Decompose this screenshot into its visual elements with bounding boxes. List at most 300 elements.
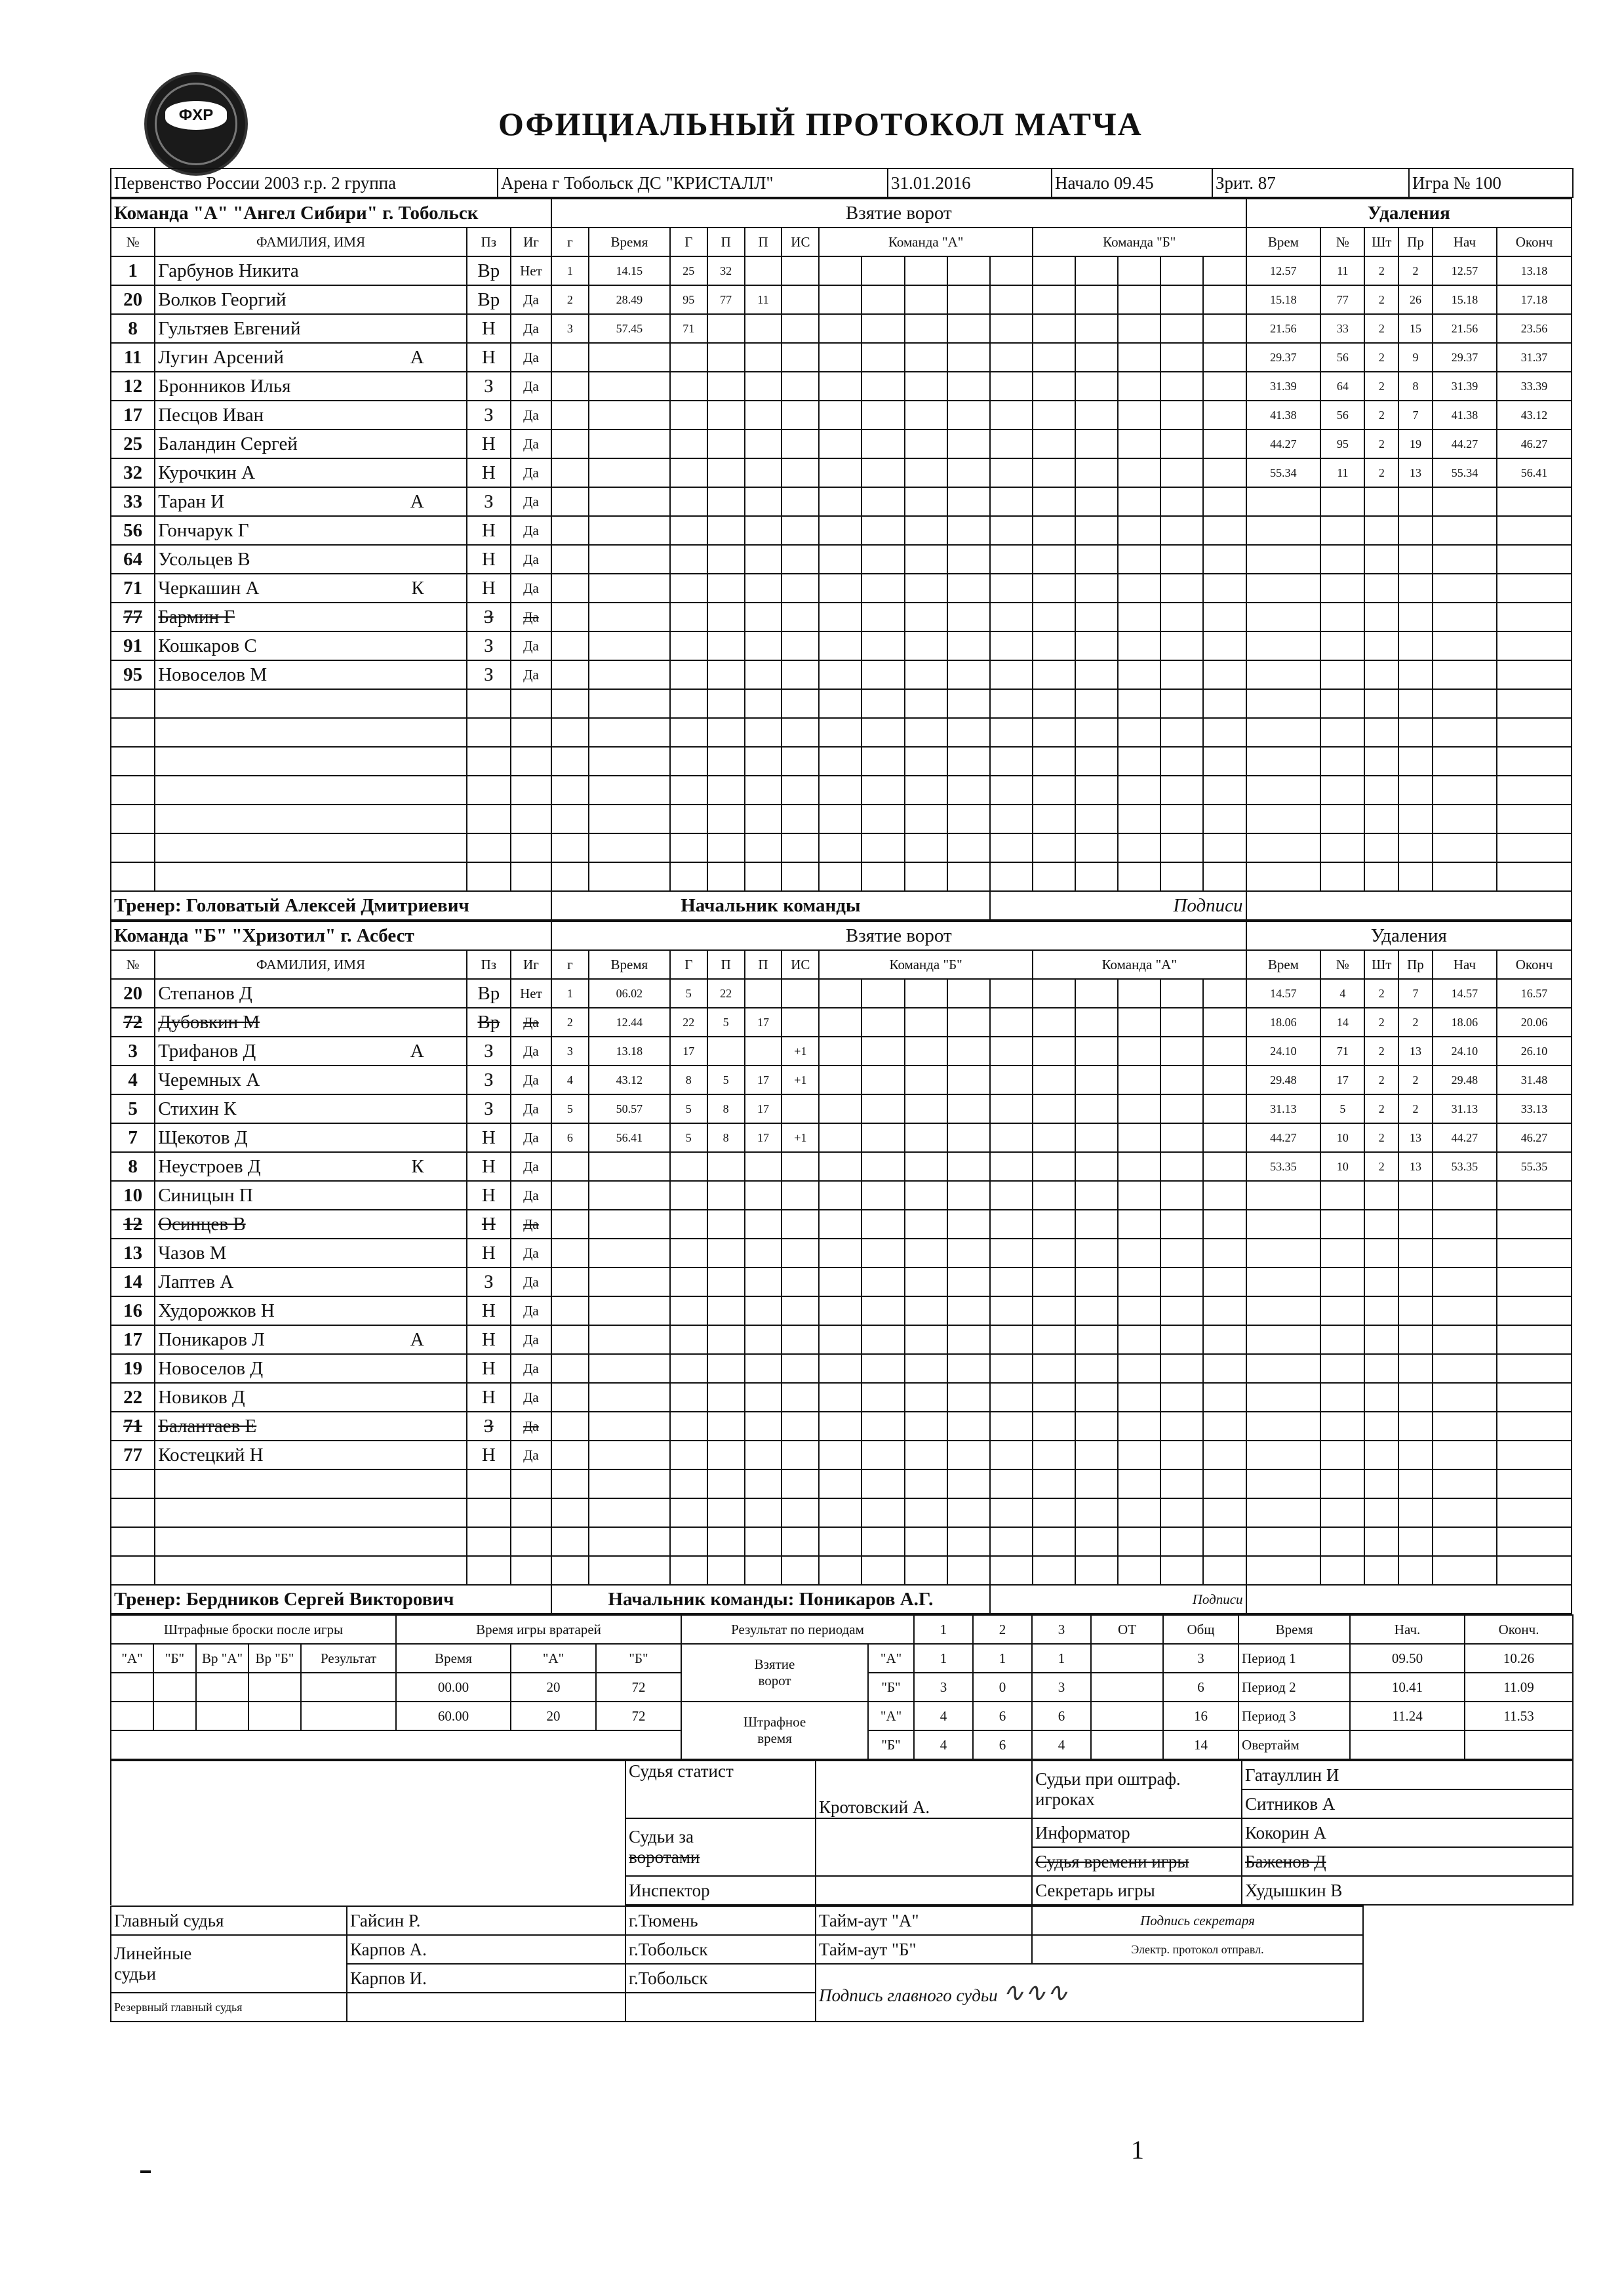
secretary-label: Секретарь игры (1032, 1876, 1242, 1905)
penalty-minutes: 2 (1364, 1094, 1398, 1123)
goal-time: 06.02 (589, 979, 670, 1008)
onice-cell (990, 718, 1033, 747)
goal-strength (782, 631, 819, 660)
penalty-minutes: 2 (1364, 979, 1398, 1008)
timekeeper: Баженов Д (1242, 1847, 1573, 1876)
onice-cell (1203, 574, 1246, 603)
col-goal-time: Время (589, 228, 670, 256)
shootout-col-gk-b: Вр "Б" (248, 1644, 301, 1673)
player-played: Да (511, 1066, 551, 1094)
player-name (155, 545, 467, 574)
goal-scorer: 5 (670, 1094, 707, 1123)
onice-cell (1160, 1181, 1203, 1210)
goal-strength (782, 256, 819, 285)
onice-cell (905, 516, 947, 545)
onice-cell (862, 429, 904, 458)
player-number: 7 (111, 1123, 155, 1152)
onice-cell (1033, 979, 1075, 1008)
goal-assist-2 (745, 1325, 782, 1354)
goals-a-total: 3 (1163, 1644, 1238, 1673)
player-row (111, 1267, 1572, 1296)
goal-assist-2 (745, 574, 782, 603)
goal-assist-2 (745, 343, 782, 372)
penalty-minutes (1364, 631, 1398, 660)
goal-assist-2 (745, 1498, 782, 1527)
period-col-1: 1 (914, 1615, 973, 1644)
onice-cell (905, 545, 947, 574)
shootout-col-b: "Б" (153, 1644, 196, 1673)
player-name (155, 747, 467, 776)
goal-assist-1 (707, 458, 745, 487)
player-row (111, 372, 1572, 401)
onice-cell (1075, 1325, 1118, 1354)
shootout-cell (301, 1702, 396, 1730)
penalty-minutes (1364, 1412, 1398, 1441)
onice-cell (1033, 1239, 1075, 1267)
penalty-end (1497, 1527, 1572, 1556)
goal-assist-1 (707, 545, 745, 574)
goal-assist-2 (745, 487, 782, 516)
goal-strength (782, 574, 819, 603)
goal-scorer (670, 487, 707, 516)
penalty-time: 24.10 (1246, 1037, 1321, 1066)
onice-cell (819, 631, 862, 660)
onice-cell (819, 516, 862, 545)
goal-number (551, 1152, 589, 1181)
onice-cell (1203, 1556, 1246, 1585)
goal-assist-2 (745, 862, 782, 891)
penalty-code (1398, 1325, 1433, 1354)
player-row (111, 1066, 1572, 1094)
penalty-player: 17 (1320, 1066, 1364, 1094)
goal-assist-2 (745, 429, 782, 458)
onice-cell (990, 372, 1033, 401)
onice-cell (1118, 574, 1160, 603)
pim-b-p3: 4 (1032, 1730, 1091, 1759)
goal-strength (782, 458, 819, 487)
onice-cell (1075, 1354, 1118, 1383)
penalty-minutes: 2 (1364, 1008, 1398, 1037)
penalty-player: 33 (1320, 314, 1364, 343)
penalty-time (1246, 1296, 1321, 1325)
player-position: Н (467, 458, 511, 487)
goal-time (589, 429, 670, 458)
onice-cell (862, 1181, 904, 1210)
goal-strength (782, 1527, 819, 1556)
goal-time (589, 833, 670, 862)
referees-table (110, 1906, 1364, 2022)
goal-strength (782, 545, 819, 574)
onice-cell (1203, 1066, 1246, 1094)
player-played: Нет (511, 256, 551, 285)
goal-number (551, 372, 589, 401)
penalty-end: 56.41 (1497, 458, 1572, 487)
penalty-player (1320, 1469, 1364, 1498)
onice-cell (905, 1412, 947, 1441)
player-played: Да (511, 1210, 551, 1239)
shootout-cell (196, 1702, 248, 1730)
onice-cell (1033, 1325, 1075, 1354)
goal-assist-1 (707, 747, 745, 776)
goal-assist-2 (745, 603, 782, 631)
goal-strength: +1 (782, 1123, 819, 1152)
penalty-end: 33.13 (1497, 1094, 1572, 1123)
player-role: К (411, 1155, 424, 1177)
onice-cell (947, 660, 990, 689)
goal-scorer (670, 1556, 707, 1585)
player-row (111, 660, 1572, 689)
penalty-end: 33.39 (1497, 372, 1572, 401)
goal-assist-1 (707, 314, 745, 343)
goal-number (551, 805, 589, 833)
onice-cell (947, 776, 990, 805)
penalty-code (1398, 776, 1433, 805)
goal-time: 12.44 (589, 1008, 670, 1037)
onice-cell (1203, 343, 1246, 372)
goal-number (551, 862, 589, 891)
onice-cell (819, 343, 862, 372)
goal-number (551, 1412, 589, 1441)
onice-cell (1118, 833, 1160, 862)
penalty-start (1433, 689, 1497, 718)
player-role: А (410, 1040, 424, 1062)
goal-number (551, 487, 589, 516)
player-name-text: Гультяев Евгений (158, 317, 301, 339)
penalty-minutes (1364, 1296, 1398, 1325)
player-number: 5 (111, 1094, 155, 1123)
player-number: 17 (111, 1325, 155, 1354)
onice-cell (862, 1267, 904, 1296)
onice-cell (1160, 1498, 1203, 1527)
player-row (111, 1441, 1572, 1469)
penalty-player (1320, 603, 1364, 631)
onice-cell (947, 603, 990, 631)
onice-cell (1203, 516, 1246, 545)
player-role: А (410, 346, 424, 368)
pim-a-p1: 4 (914, 1702, 973, 1730)
overtime-start (1350, 1730, 1465, 1759)
goal-number (551, 1527, 589, 1556)
penalty-time: 12.57 (1246, 256, 1321, 285)
player-position: З (467, 1066, 511, 1094)
player-position: З (467, 1412, 511, 1441)
penalty-player: 56 (1320, 401, 1364, 429)
player-number: 13 (111, 1239, 155, 1267)
goals-team-b-label: "Б" (868, 1673, 914, 1702)
onice-cell (1160, 1469, 1203, 1498)
penalty-minutes (1364, 805, 1398, 833)
penalty-player (1320, 718, 1364, 747)
goal-time (589, 401, 670, 429)
penalty-time (1246, 747, 1321, 776)
onice-cell (1203, 1354, 1246, 1383)
onice-cell (1118, 1152, 1160, 1181)
col-strength: ИС (782, 228, 819, 256)
goal-time (589, 1152, 670, 1181)
onice-cell (1160, 487, 1203, 516)
col-name: ФАМИЛИЯ, ИМЯ (155, 950, 467, 979)
onice-cell (1160, 1210, 1203, 1239)
player-name (155, 805, 467, 833)
penalty-player: 4 (1320, 979, 1364, 1008)
penalty-player (1320, 862, 1364, 891)
onice-cell (819, 689, 862, 718)
onice-cell (862, 1412, 904, 1441)
player-played: Да (511, 401, 551, 429)
onice-cell (1075, 1556, 1118, 1585)
goal-assist-1 (707, 862, 745, 891)
onice-cell (1203, 1239, 1246, 1267)
player-name (155, 776, 467, 805)
team-a-goals-header: Взятие ворот (551, 199, 1246, 228)
onice-cell (990, 1383, 1033, 1412)
goal-strength (782, 718, 819, 747)
goal-number: 5 (551, 1094, 589, 1123)
goal-strength (782, 660, 819, 689)
goal-number (551, 1181, 589, 1210)
onice-cell (1203, 833, 1246, 862)
goal-assist-1: 32 (707, 256, 745, 285)
gk-row-2-b: 72 (596, 1702, 681, 1730)
onice-cell (947, 1441, 990, 1469)
onice-cell (1075, 1239, 1118, 1267)
goal-assist-2 (745, 458, 782, 487)
reserve-ref (347, 1993, 625, 2022)
onice-cell (905, 1123, 947, 1152)
onice-cell (819, 862, 862, 891)
onice-cell (1033, 833, 1075, 862)
onice-cell (862, 979, 904, 1008)
onice-cell (1033, 1008, 1075, 1037)
period-3-start: 11.24 (1350, 1702, 1465, 1730)
goal-time (589, 776, 670, 805)
start-time: Начало 09.45 (1052, 169, 1212, 197)
gk-row-1-time: 00.00 (396, 1673, 511, 1702)
player-position: Н (467, 1239, 511, 1267)
penalty-code (1398, 1354, 1433, 1383)
player-position: Н (467, 1152, 511, 1181)
player-role: А (410, 1328, 424, 1350)
onice-cell (862, 372, 904, 401)
goal-assist-2 (745, 401, 782, 429)
goal-strength (782, 1556, 819, 1585)
onice-cell (905, 1152, 947, 1181)
onice-cell (1118, 805, 1160, 833)
onice-cell (862, 574, 904, 603)
goal-number (551, 776, 589, 805)
tournament: Первенство России 2003 г.р. 2 группа (111, 169, 498, 197)
player-position: З (467, 660, 511, 689)
player-position (467, 718, 511, 747)
goal-assist-2 (745, 747, 782, 776)
onice-cell (862, 660, 904, 689)
onice-cell (1203, 458, 1246, 487)
player-row (111, 1325, 1572, 1354)
onice-cell (947, 1123, 990, 1152)
player-row (111, 1469, 1572, 1498)
penalty-time (1246, 776, 1321, 805)
onice-cell (1118, 314, 1160, 343)
player-row (111, 1296, 1572, 1325)
onice-cell (1118, 1239, 1160, 1267)
penalty-start (1433, 660, 1497, 689)
goal-time: 43.12 (589, 1066, 670, 1094)
player-name (155, 1239, 467, 1267)
goal-assist-1 (707, 1296, 745, 1325)
penalty-start (1433, 603, 1497, 631)
informator: Кокорин А (1242, 1818, 1573, 1847)
penalty-player: 5 (1320, 1094, 1364, 1123)
player-name-text: Балантаев Е (158, 1415, 257, 1437)
goals-b-ot (1091, 1673, 1163, 1702)
onice-cell (1075, 516, 1118, 545)
onice-cell (990, 1181, 1033, 1210)
goal-assist-1 (707, 1210, 745, 1239)
onice-cell (947, 516, 990, 545)
spectators: Зрит. 87 (1212, 169, 1409, 197)
penalty-player (1320, 1296, 1364, 1325)
goal-time (589, 1556, 670, 1585)
goal-number (551, 1383, 589, 1412)
penalty-player: 11 (1320, 458, 1364, 487)
player-number: 3 (111, 1037, 155, 1066)
goal-assist-2: 17 (745, 1066, 782, 1094)
player-role: К (411, 577, 424, 599)
onice-cell (947, 979, 990, 1008)
goal-time (589, 1354, 670, 1383)
team-a-penalties-header: Удаления (1246, 199, 1572, 228)
gk-row-1-b: 72 (596, 1673, 681, 1702)
player-position: З (467, 631, 511, 660)
penalty-time: 53.35 (1246, 1152, 1321, 1181)
timeout-b-label: Тайм-аут "Б" (816, 1935, 1032, 1964)
onice-cell (819, 747, 862, 776)
penalty-minutes (1364, 1181, 1398, 1210)
penalty-end: 23.56 (1497, 314, 1572, 343)
goal-number (551, 603, 589, 631)
col-goal-no: г (551, 228, 589, 256)
onice-cell (947, 862, 990, 891)
goal-assist-1: 77 (707, 285, 745, 314)
onice-cell (1075, 660, 1118, 689)
player-row (111, 1354, 1572, 1383)
onice-cell (1118, 689, 1160, 718)
goal-number: 1 (551, 256, 589, 285)
goal-scorer (670, 689, 707, 718)
onice-cell (1033, 689, 1075, 718)
onice-cell (1075, 256, 1118, 285)
onice-cell (1118, 1123, 1160, 1152)
goal-assist-1 (707, 1181, 745, 1210)
player-position: З (467, 401, 511, 429)
player-name (155, 314, 467, 343)
goal-scorer (670, 545, 707, 574)
onice-cell (1033, 631, 1075, 660)
onice-cell (819, 1469, 862, 1498)
player-row (111, 776, 1572, 805)
onice-cell (1075, 1094, 1118, 1123)
onice-cell (1118, 862, 1160, 891)
goal-strength (782, 1267, 819, 1296)
pim-a-total: 16 (1163, 1702, 1238, 1730)
onice-cell (1203, 1441, 1246, 1469)
onice-cell (1203, 660, 1246, 689)
player-name (155, 1441, 467, 1469)
onice-cell (990, 574, 1033, 603)
onice-cell (1160, 1066, 1203, 1094)
onice-cell (1203, 805, 1246, 833)
goals-b-p2: 0 (973, 1673, 1032, 1702)
onice-cell (905, 458, 947, 487)
player-played (511, 862, 551, 891)
col-goal-scorer: Г (670, 228, 707, 256)
goal-assist-2 (745, 256, 782, 285)
penalty-end: 13.18 (1497, 256, 1572, 285)
col-played: Иг (511, 950, 551, 979)
penalty-player (1320, 660, 1364, 689)
penalty-code (1398, 1412, 1433, 1441)
goal-assist-2: 17 (745, 1123, 782, 1152)
goal-scorer (670, 372, 707, 401)
goal-assist-1 (707, 429, 745, 458)
penalty-end (1497, 1556, 1572, 1585)
onice-cell (1118, 660, 1160, 689)
onice-cell (905, 718, 947, 747)
onice-cell (819, 1354, 862, 1383)
goals-a-p3: 1 (1032, 1644, 1091, 1673)
penalty-end (1497, 1441, 1572, 1469)
penalty-time (1246, 545, 1321, 574)
onice-cell (819, 545, 862, 574)
goal-scorer (670, 458, 707, 487)
shootout-cell (248, 1673, 301, 1702)
onice-cell (819, 458, 862, 487)
player-row (111, 458, 1572, 487)
goal-scorer (670, 862, 707, 891)
penalty-time (1246, 631, 1321, 660)
team-b-signature (1246, 1585, 1572, 1614)
onice-cell (947, 1181, 990, 1210)
onice-cell (947, 1383, 990, 1412)
goal-scorer (670, 1383, 707, 1412)
player-row (111, 1181, 1572, 1210)
penalty-start: 21.56 (1433, 314, 1497, 343)
onice-cell (819, 1498, 862, 1527)
goal-time (589, 631, 670, 660)
goal-time (589, 574, 670, 603)
player-position: Н (467, 343, 511, 372)
onice-cell (1075, 603, 1118, 631)
penalty-player (1320, 545, 1364, 574)
goal-assist-1 (707, 689, 745, 718)
period-1-start: 09.50 (1350, 1644, 1465, 1673)
onice-cell (905, 1556, 947, 1585)
team-b-goals-header: Взятие ворот (551, 921, 1246, 950)
player-name (155, 689, 467, 718)
penalty-code (1398, 660, 1433, 689)
goal-strength (782, 487, 819, 516)
onice-cell (1033, 718, 1075, 747)
onice-cell (990, 1094, 1033, 1123)
penalty-minutes: 2 (1364, 343, 1398, 372)
onice-cell (1075, 776, 1118, 805)
goal-time (589, 1441, 670, 1469)
penalty-minutes (1364, 603, 1398, 631)
player-name-text: Кошкаров С (158, 635, 257, 656)
penalty-time (1246, 516, 1321, 545)
period-2-label: Период 2 (1238, 1673, 1350, 1702)
penalty-code: 19 (1398, 429, 1433, 458)
